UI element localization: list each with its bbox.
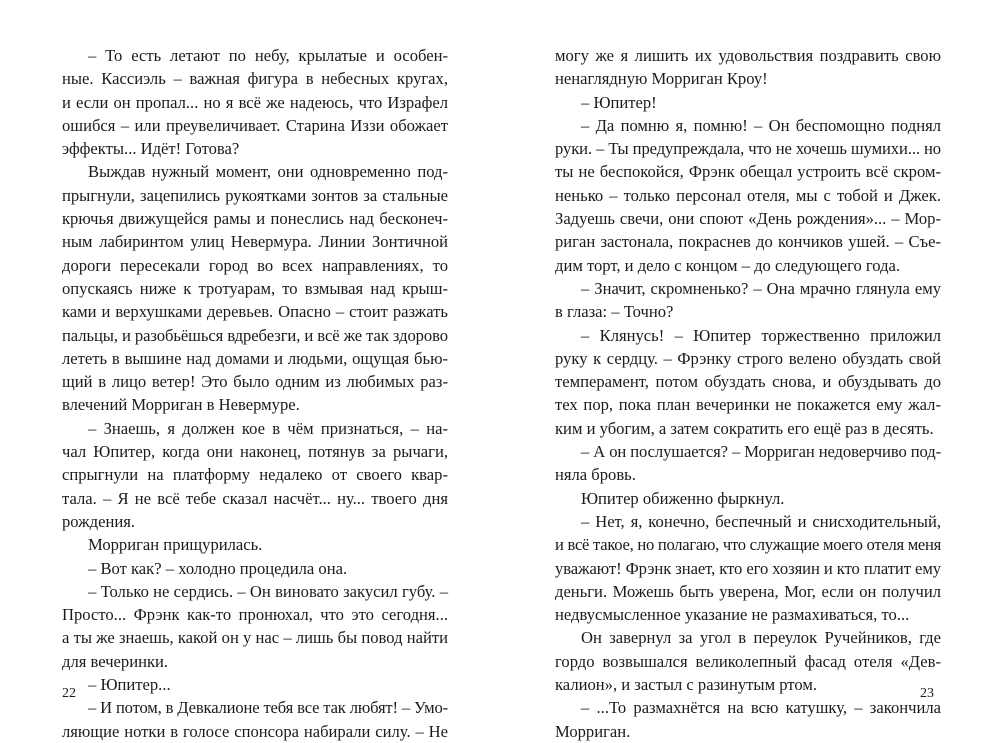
text-line: руки. – Ты предупреждала, что не хочешь шумихи... но bbox=[555, 139, 941, 159]
text-line: щий в лицо ветер! Это было одним из любимых раз- bbox=[62, 372, 448, 392]
text-line: спрыгнули на платформу недалеко от своего квар- bbox=[62, 465, 448, 485]
text-line: – Только не сердись. – Он виновато закусил губу. – bbox=[88, 581, 448, 601]
text-line: Он завернул за угол в переулок Ручейников, где bbox=[581, 628, 941, 648]
text-line: Просто... Фрэнк как-то пронюхал, что это сегодня... bbox=[62, 605, 448, 625]
left-page-text bbox=[62, 44, 448, 743]
text-line: Задуешь свечи, они споют «День рождения»... – Мор- bbox=[555, 209, 941, 229]
text-line: тех пор, пока план вечеринки не покажется ему жал- bbox=[555, 395, 941, 415]
text-line: могу же я лишить их удовольствия поздравить свою bbox=[555, 46, 941, 65]
text-line: – Вот как? – холодно процедила она. bbox=[88, 558, 348, 578]
text-line: эффекты... Идёт! Готова? bbox=[62, 139, 240, 159]
text-line: опускаясь ниже к тротуарам, то взмывая над крыш- bbox=[62, 278, 448, 298]
text-line: дим торт, и дело с концом – до следующего года. bbox=[555, 255, 901, 275]
text-line: ками и верхушками деревьев. Опасно – стоит разжать bbox=[62, 302, 448, 322]
text-line: деньги. Можешь быть уверена, Мог, если он получил bbox=[555, 581, 941, 601]
text-line: Выждав нужный момент, они одновременно под- bbox=[88, 162, 448, 182]
text-line: ненаглядную Морриган Кроу! bbox=[555, 69, 768, 89]
text-line: ляющие нотки в голосе спонсора набирали силу. – Не bbox=[62, 721, 448, 741]
text-line: для вечеринки. bbox=[62, 651, 169, 671]
text-line: и если он пропал... но я всё же надеюсь, что Израфел bbox=[62, 92, 448, 112]
text-line: калион», и застыл с разинутым ртом. bbox=[555, 675, 817, 695]
text-line: ненько – только персонал отеля, мы с тобой и Джек. bbox=[555, 185, 941, 205]
text-line: уважают! Фрэнк знает, кто его хозяин и кто платит ему bbox=[555, 558, 941, 578]
text-line: Юпитер обиженно фыркнул. bbox=[581, 488, 785, 508]
text-line: и всё такое, но полагаю, что служащие моего отеля меня bbox=[555, 535, 942, 555]
text-line: Морриган. bbox=[555, 721, 631, 741]
text-line: руку к сердцу. – Фрэнку строго велено обуздать свой bbox=[555, 348, 941, 368]
page-number-right: 23 bbox=[920, 686, 934, 701]
text-line: – Юпитер... bbox=[88, 675, 171, 695]
text-line: ты не беспокойся, Фрэнк обещал устроить всё скром- bbox=[555, 162, 941, 182]
text-line: няла бровь. bbox=[555, 465, 636, 485]
text-line: – То есть летают по небу, крылатые и особен- bbox=[88, 46, 448, 65]
text-line: темперамент, потом обуздать снова, и обуздывать до bbox=[555, 372, 941, 392]
text-line: а ты же знаешь, какой он у нас – лишь бы повод найти bbox=[62, 628, 448, 648]
text-line: – Значит, скромненько? – Она мрачно глянула ему bbox=[581, 278, 941, 298]
text-line: ошибся – или преувеличивает. Старина Иззи обожает bbox=[62, 115, 448, 135]
text-line: в глаза: – Точно? bbox=[555, 302, 674, 322]
text-line: чал Юпитер, когда они наконец, потянув за рычаги, bbox=[62, 442, 448, 462]
text-line: – А он послушается? – Морриган недоверчиво под- bbox=[581, 442, 942, 462]
text-line: прыгнули, зацепились рукоятками зонтов за стальные bbox=[62, 185, 448, 205]
right-page-text bbox=[555, 44, 941, 743]
text-line: ные. Кассиэль – важная фигура в небесных кругах, bbox=[62, 69, 448, 89]
text-line: гордо возвышался великолепный фасад отеля «Дев- bbox=[555, 651, 941, 671]
text-line: – Юпитер! bbox=[581, 92, 657, 112]
text-line: недвусмысленное указание не размахиваться, то... bbox=[555, 605, 910, 625]
text-line: тала. – Я не всё тебе сказал насчёт... ну... твоего дня bbox=[62, 488, 448, 508]
text-line: – ...То размахнётся на всю катушку, – закончила bbox=[581, 698, 941, 718]
text-line: риган застонала, покраснев до кончиков ушей. – Съе- bbox=[555, 232, 941, 252]
text-line: – Клянусь! – Юпитер торжественно приложил bbox=[581, 325, 941, 345]
text-line: – Да помню я, помню! – Он беспомощно поднял bbox=[581, 115, 941, 135]
text-line: дороги пересекали город во всех направлениях, то bbox=[62, 255, 448, 275]
text-line: крючья движущейся рамы и понеслись над бесконеч- bbox=[62, 209, 448, 229]
text-line: – И потом, в Девкалионе тебя все так любят! – Умо- bbox=[88, 698, 448, 718]
text-line: лететь в вышине над домами и людьми, ощущая бью- bbox=[62, 348, 448, 368]
text-line: рождения. bbox=[62, 511, 135, 531]
text-line: – Нет, я, конечно, беспечный и снисходительный, bbox=[581, 511, 941, 531]
page-number-left: 22 bbox=[62, 686, 76, 701]
text-line: влечений Морриган в Невермуре. bbox=[62, 395, 300, 415]
text-line: Морриган прищурилась. bbox=[88, 535, 263, 555]
text-line: ным лабиринтом улиц Невермура. Линии Зонтичной bbox=[62, 232, 448, 252]
text-line: ким и убогим, а затем сократить его ещё раз в десять. bbox=[555, 418, 934, 438]
text-line: – Знаешь, я должен кое в чём признаться, – на- bbox=[88, 418, 448, 438]
text-line: пальцы, и разобьёшься вдребезги, и всё же так здорово bbox=[62, 325, 449, 345]
